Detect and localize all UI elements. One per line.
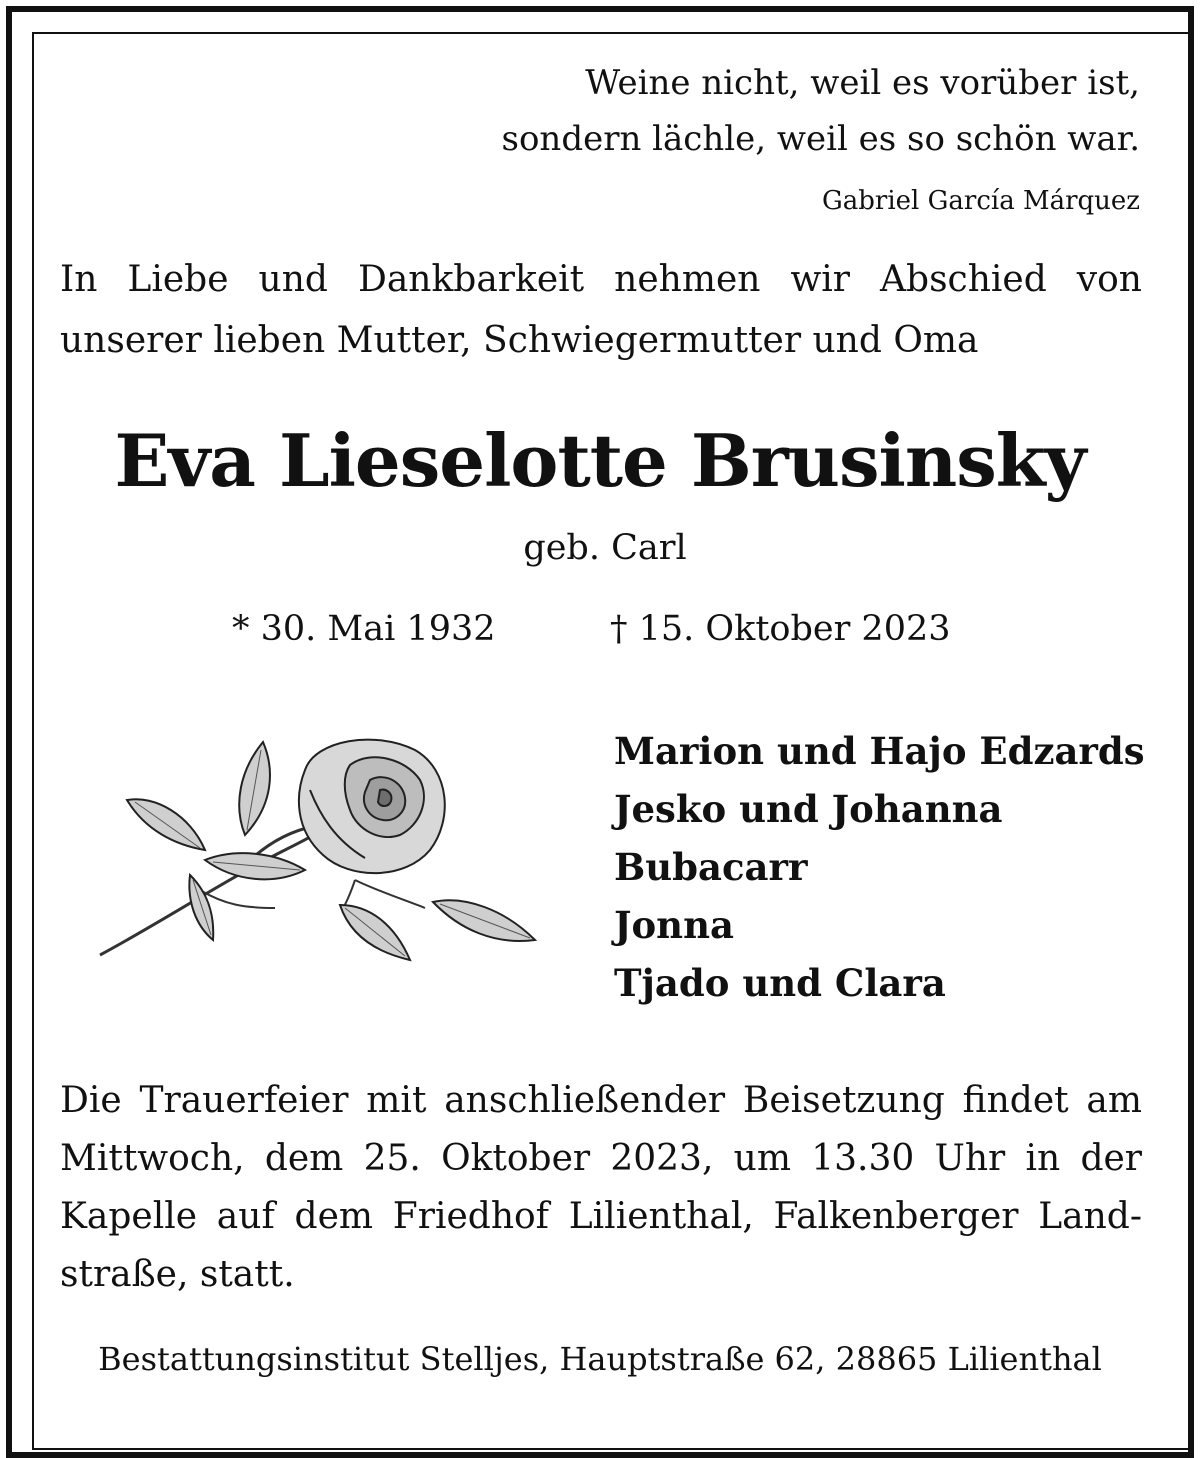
mourner-item: Jonna [614, 903, 734, 947]
service-announcement [60, 1072, 1142, 1304]
quote-line-1: Weine nicht, weil es vorüber ist, [585, 63, 1140, 103]
deceased-name: Eva Lieselotte Brusinsky [114, 418, 1086, 503]
intro-line-1: In Liebe und Dankbarkeit nehmen wir Abschied von [60, 259, 1142, 300]
service-line: Mittwoch, dem 25. Oktober 2023, um 13.30 Uhr in der [60, 1138, 1142, 1179]
mourner-item: Jesko und Johanna [614, 787, 1003, 831]
mourner-item: Tjado und Clara [614, 961, 946, 1005]
death-date: † 15. Oktober 2023 [610, 609, 951, 649]
rose-icon [95, 730, 545, 980]
mourner-list [614, 722, 1145, 1012]
mourner-item: Bubacarr [614, 845, 808, 889]
quote-line-2: sondern lächle, weil es so schön war. [501, 119, 1140, 159]
intro-line-2: unserer lieben Mutter, Schwiegermutter und Oma [60, 320, 979, 361]
service-line: straße, statt. [60, 1254, 295, 1295]
quote-author: Gabriel García Márquez [822, 186, 1140, 216]
funeral-home-footer: Bestattungsinstitut Stelljes, Hauptstraße 62, 28865 Lilienthal [98, 1340, 1102, 1378]
mourner-item: Marion und Hajo Edzards [614, 729, 1145, 773]
service-line: Die Trauerfeier mit anschließender Beisetzung findet am [60, 1080, 1142, 1121]
service-line: Kapelle auf dem Friedhof Lilienthal, Falkenberger Land- [60, 1196, 1142, 1237]
maiden-name: geb. Carl [523, 528, 687, 568]
birth-date: * 30. Mai 1932 [232, 609, 496, 649]
